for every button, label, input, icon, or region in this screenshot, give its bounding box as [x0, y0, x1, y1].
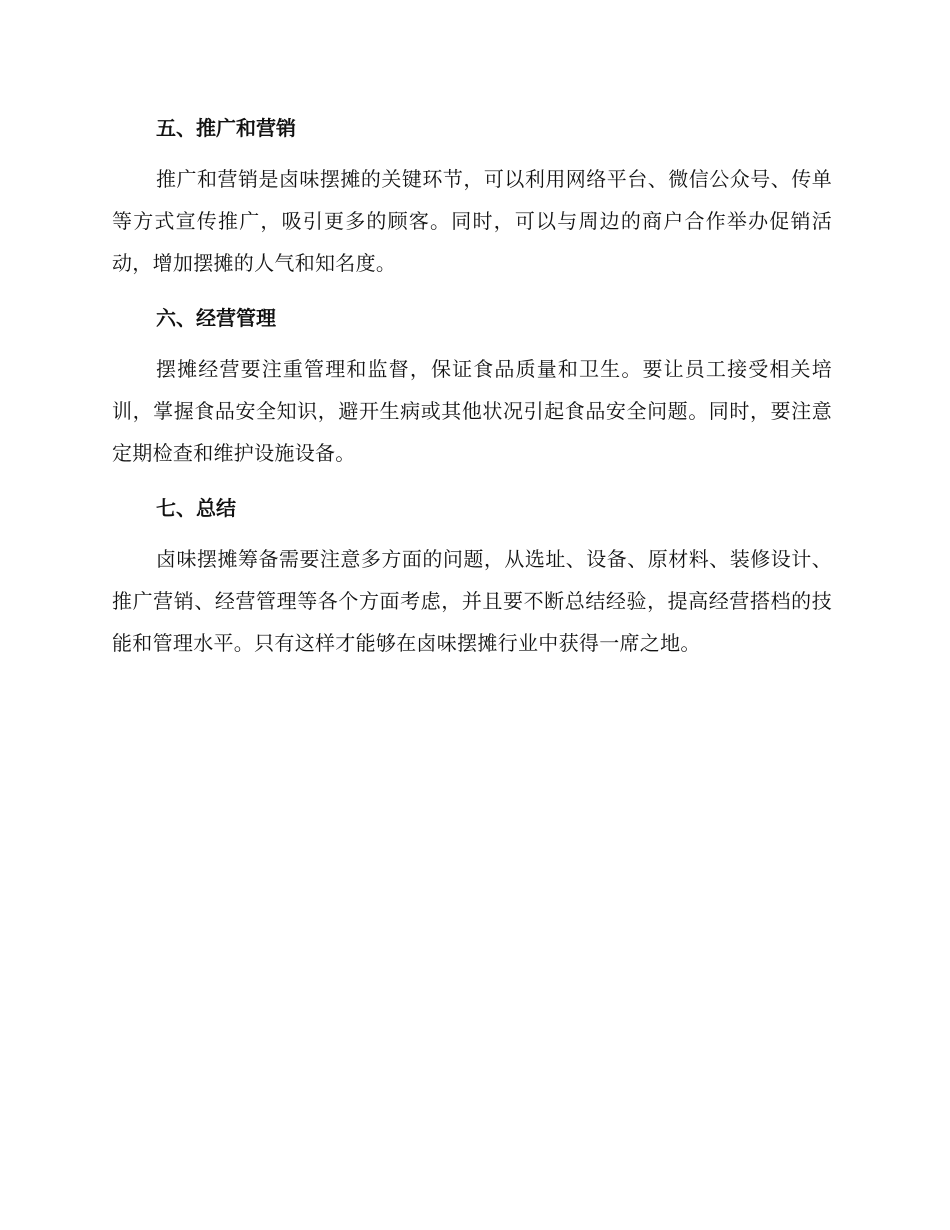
section-summary — [112, 490, 832, 664]
section-paragraph: 推广和营销是卤味摆摊的关键环节，可以利用网络平台、微信公众号、传单等方式宣传推广，吸引更多的顾客。同时，可以与周边的商户合作举办促销活动，增加摆摊的人气和知名度。 — [112, 167, 832, 275]
section-heading: 七、总结 — [156, 496, 236, 520]
document-content — [112, 110, 832, 664]
section-heading: 六、经营管理 — [156, 306, 276, 330]
section-paragraph: 摆摊经营要注重管理和监督，保证食品质量和卫生。要让员工接受相关培训，掌握食品安全知识，避开生病或其他状况引起食品安全问题。同时，要注意定期检查和维护设施设备。 — [112, 357, 832, 465]
section-promotion-marketing — [112, 110, 832, 284]
section-heading: 五、推广和营销 — [156, 116, 296, 140]
section-operations-management — [112, 300, 832, 474]
section-paragraph: 卤味摆摊筹备需要注意多方面的问题，从选址、设备、原材料、装修设计、推广营销、经营管理等各个方面考虑，并且要不断总结经验，提高经营搭档的技能和管理水平。只有这样才能够在卤味摆摊行业中获得一席之地。 — [112, 547, 832, 655]
